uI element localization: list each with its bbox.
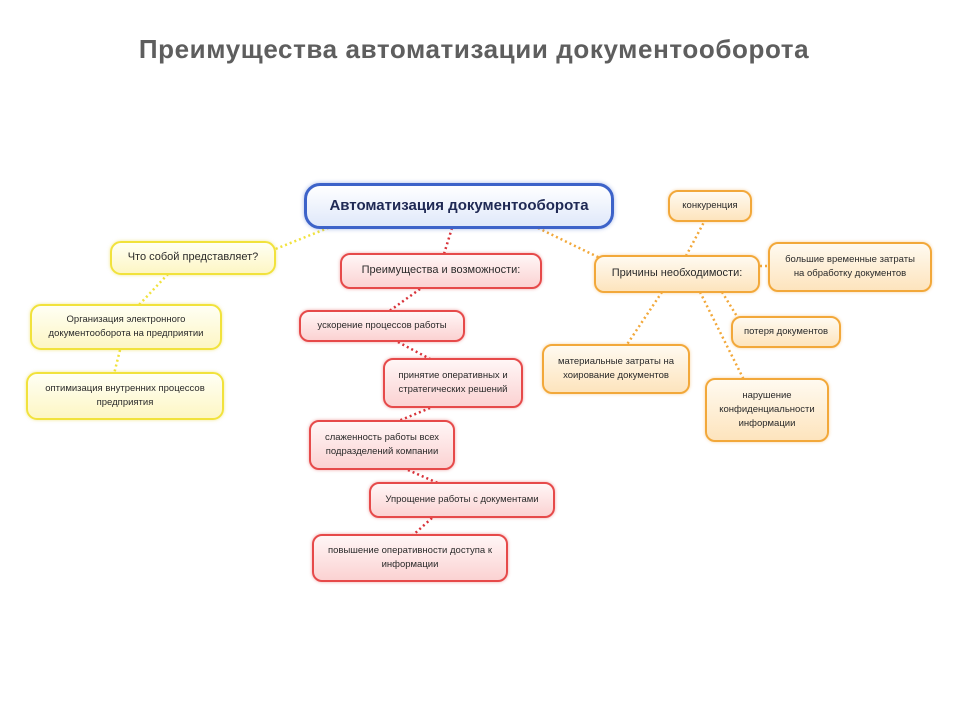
benefit-item-5: повышение оперативности доступа к информации xyxy=(312,534,508,582)
reason-time-costs: большие временные затраты на обработку документов xyxy=(768,242,932,292)
benefit-item-1: ускорение процессов работы xyxy=(299,310,465,342)
page-title: Преимущества автоматизации документооборота xyxy=(138,34,810,64)
link-reasons-konkur xyxy=(686,222,704,256)
what-is-item-1: Организация электронного документооборота на предприятии xyxy=(30,304,222,350)
link-reasons-material xyxy=(626,292,662,346)
reason-confidentiality: нарушение конфиденциальности информации xyxy=(705,378,829,442)
link-benefits-item1 xyxy=(388,289,420,312)
reason-material-costs: материальные затраты на хоирование документов xyxy=(542,344,690,394)
what-is-item-2: оптимизация внутренних процессов предприятия xyxy=(26,372,224,420)
root-node: Автоматизация документооборота xyxy=(304,183,614,229)
reasons-node: Причины необходимости: xyxy=(594,255,760,293)
benefit-item-4: Упрощение работы с документами xyxy=(369,482,555,518)
what-is-node: Что собой представляет? xyxy=(110,241,276,275)
link-reasons-poterya xyxy=(722,292,738,318)
benefit-item-2: принятие оперативных и стратегических решений xyxy=(383,358,523,408)
link-whatis-item2 xyxy=(114,350,120,374)
link-root-reasons xyxy=(538,228,604,260)
reason-document-loss: потеря документов xyxy=(731,316,841,348)
link-whatis-item1 xyxy=(138,274,168,306)
reason-konkurenciya: конкуренция xyxy=(668,190,752,222)
link-root-benefits xyxy=(444,228,452,254)
benefits-node: Преимущества и возможности: xyxy=(340,253,542,289)
benefit-item-3: слаженность работы всех подразделений компании xyxy=(309,420,455,470)
